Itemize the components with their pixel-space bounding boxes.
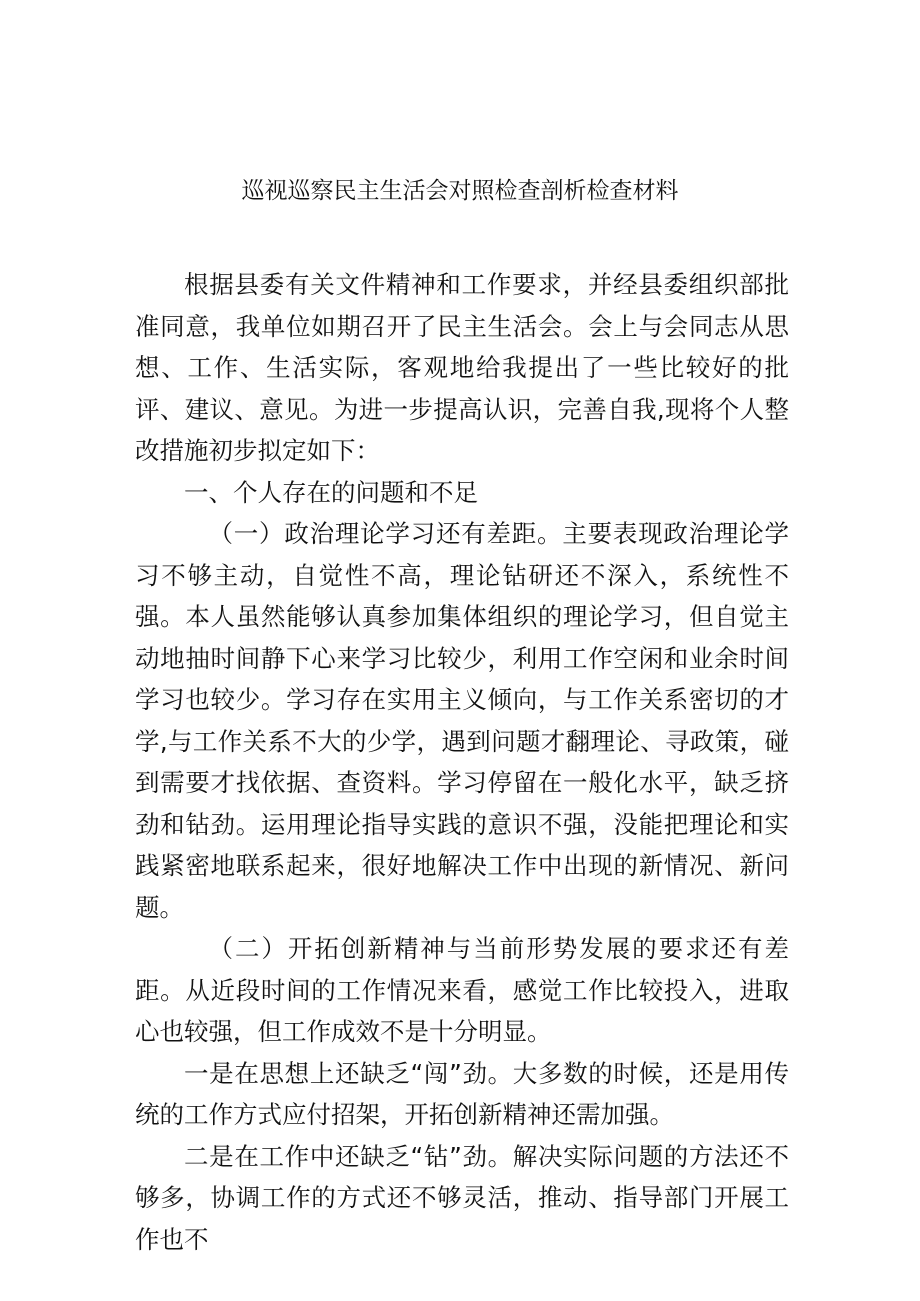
section-heading: 一、个人存在的问题和不足 — [184, 477, 478, 507]
issue-paragraph-1: （一）政治理论学习还有差距。主要表现政治理论学习不够主动，自觉性不高，理论钻研还不深入，系统性不强。本人虽然能够认真参加集体组织的理论学习，但自觉主动地抽时间静下心来学习比较少，利用工作空闲和业余时间学习也较少。学习存在实用主义倾向，与工作关系密切的才学,与工作关系不大的少学，遇到问题才翻理论、寻政策，碰到需要才找依据、查资料。学习停留在一般化水平，缺乏挤劲和钻劲。运用理论指导实践的意识不强，没能把理论和实践紧密地联系起来，很好地解决工作中出现的新情况、新问题。 — [135, 519, 789, 922]
intro-paragraph: 根据县委有关文件精神和工作要求，并经县委组织部批准同意，我单位如期召开了民主生活会。会上与会同志从思想、工作、生活实际，客观地给我提出了一些比较好的批评、建议、意见。为进一步提高认识，完善自我,现将个人整改措施初步拟定如下： — [135, 270, 789, 465]
point-paragraph-2: 二是在工作中还缺乏“钻”劲。解决实际问题的方法还不够多，协调工作的方式还不够灵活，推动、指导部门开展工作也不 — [135, 1141, 789, 1254]
point-paragraph-1: 一是在思想上还缺乏“闯”劲。大多数的时候，还是用传统的工作方式应付招架，开拓创新精神还需加强。 — [135, 1058, 789, 1129]
issue-paragraph-2: （二）开拓创新精神与当前形势发展的要求还有差距。从近段时间的工作情况来看，感觉工作比较投入，进取心也较强，但工作成效不是十分明显。 — [135, 934, 789, 1046]
document-body — [135, 264, 789, 1260]
document-title: 巡视巡察民主生活会对照检查剖析检查材料 — [241, 178, 679, 204]
